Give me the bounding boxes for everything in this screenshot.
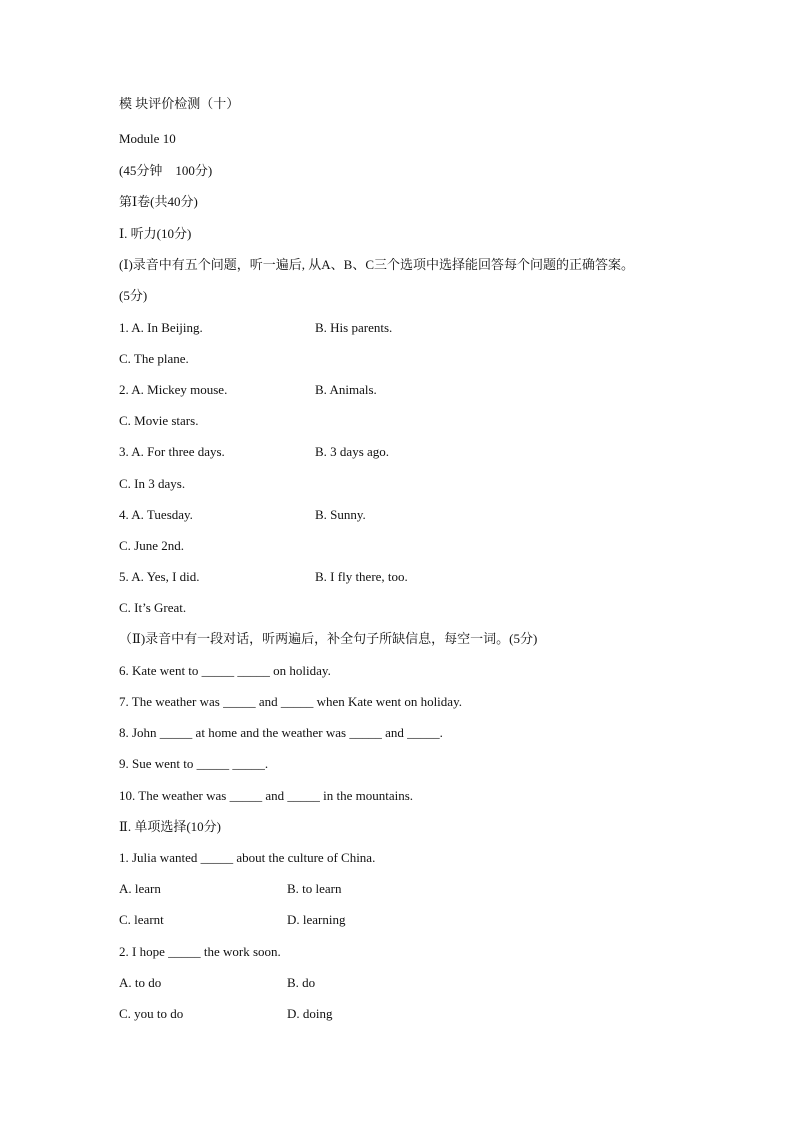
- question-4-option-b: B. Sunny.: [315, 507, 366, 522]
- question-1-option-c: C. The plane.: [119, 351, 189, 366]
- choice-1-option-b: B. to learn: [287, 881, 342, 896]
- listening-instruction-1: (Ⅰ)录音中有五个问题，听一遍后, 从A、B、C三个选项中选择能回答每个问题的正确答案。: [119, 257, 635, 272]
- listening-instruction-2: （Ⅱ)录音中有一段对话，听两遍后，补全句子所缺信息，每空一词。(5分): [119, 631, 538, 646]
- question-5-option-a: 5. A. Yes, I did.: [119, 569, 200, 584]
- choice-1-option-d: D. learning: [287, 912, 346, 927]
- question-2-option-c: C. Movie stars.: [119, 413, 199, 428]
- question-4-option-a: 4. A. Tuesday.: [119, 507, 193, 522]
- choice-2-option-c: C. you to do: [119, 1006, 184, 1021]
- choice-2-option-a: A. to do: [119, 975, 162, 990]
- question-2-option-b: B. Animals.: [315, 382, 377, 397]
- question-2-option-a: 2. A. Mickey mouse.: [119, 382, 228, 397]
- choice-2-option-d: D. doing: [287, 1006, 333, 1021]
- time-score: (45分钟 100分): [119, 163, 213, 178]
- fill-question-7: 7. The weather was _____ and _____ when Kate went on holiday.: [119, 694, 462, 709]
- question-1-option-a: 1. A. In Beijing.: [119, 320, 203, 335]
- listening-instruction-1-points: (5分): [119, 288, 148, 303]
- choice-1-option-c: C. learnt: [119, 912, 164, 927]
- question-5-option-b: B. I fly there, too.: [315, 569, 408, 584]
- page-title: 模 块评价检测（十）: [119, 96, 240, 111]
- choice-2-option-b: B. do: [287, 975, 316, 990]
- question-4-option-c: C. June 2nd.: [119, 538, 184, 553]
- choice-heading: Ⅱ. 单项选择(10分): [119, 819, 221, 834]
- choice-question-1: 1. Julia wanted _____ about the culture of China.: [119, 850, 376, 865]
- question-5-option-c: C. It’s Great.: [119, 600, 187, 615]
- part-heading: 第Ⅰ卷(共40分): [119, 194, 198, 209]
- listening-heading: Ⅰ. 听力(10分): [119, 226, 192, 241]
- fill-question-10: 10. The weather was _____ and _____ in the mountains.: [119, 788, 414, 803]
- choice-1-option-a: A. learn: [119, 881, 161, 896]
- fill-question-8: 8. John _____ at home and the weather was _____ and _____.: [119, 725, 443, 740]
- choice-question-2: 2. I hope _____ the work soon.: [119, 944, 281, 959]
- question-3-option-a: 3. A. For three days.: [119, 444, 225, 459]
- question-3-option-b: B. 3 days ago.: [315, 444, 390, 459]
- question-1-option-b: B. His parents.: [315, 320, 393, 335]
- question-3-option-c: C. In 3 days.: [119, 476, 186, 491]
- fill-question-9: 9. Sue went to _____ _____.: [119, 756, 269, 771]
- fill-question-6: 6. Kate went to _____ _____ on holiday.: [119, 663, 331, 678]
- module-label: Module 10: [119, 131, 176, 146]
